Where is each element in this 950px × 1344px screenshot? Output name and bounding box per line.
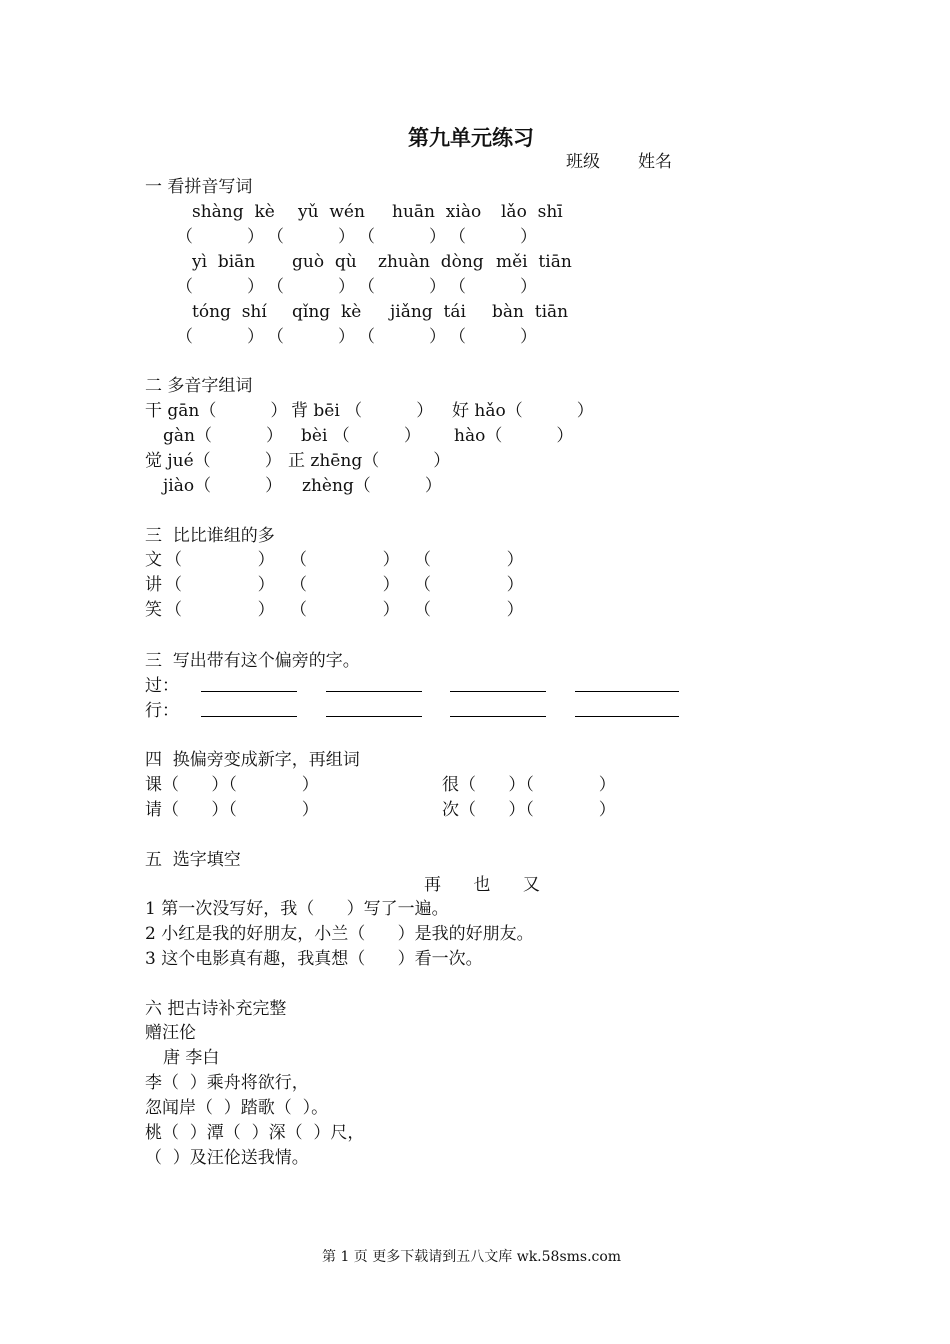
polyphone-item: gàn（ ） (163, 426, 284, 446)
answer-blank: （ ） (449, 327, 538, 347)
answer-blank: （ ） (290, 550, 400, 570)
page-footer: 第 1 页 更多下载请到五八文库 wk.58sms.com (322, 1249, 622, 1265)
polyphone-item: jiào（ ） (163, 476, 283, 496)
polyphone-item: 好 hǎo（ ） (452, 401, 594, 421)
answer-line (326, 677, 422, 692)
answer-line (326, 702, 422, 717)
radical-label: 行： (145, 701, 179, 721)
pinyin-1-3: huān xiào (392, 202, 482, 222)
section-6-heading: 五 选字填空 (145, 850, 241, 870)
answer-blank: （ ） (176, 277, 265, 297)
section-1-heading: 一 看拼音写词 (145, 177, 253, 197)
answer-blank: （ ） (165, 575, 275, 595)
poem-line: （ ）及汪伦送我情。 (145, 1148, 309, 1168)
answer-blank: （ ） (165, 550, 275, 570)
fill-item: 1 第一次没写好，我（ ）写了一遍。 (145, 899, 449, 919)
answer-line (575, 702, 679, 717)
radical-swap-item: 请（ ）（ ） (145, 800, 319, 820)
poem-author: 唐 李白 (163, 1048, 220, 1068)
section-2-heading: 二 多音字组词 (145, 376, 253, 396)
word-char: 文 (145, 550, 162, 570)
answer-blank: （ ） (176, 227, 265, 247)
radical-swap-item: 很（ ）（ ） (442, 775, 616, 795)
section-7-heading: 六 把古诗补充完整 (145, 999, 287, 1019)
pinyin-1-4: lǎo shī (501, 202, 563, 222)
radical-swap-item: 次（ ）（ ） (442, 800, 616, 820)
pinyin-3-2: qǐng kè (292, 302, 362, 322)
answer-line (450, 677, 546, 692)
polyphone-item: 背 bēi （ ） (291, 401, 434, 421)
page-title: 第九单元练习 (408, 125, 534, 150)
fill-item: 2 小红是我的好朋友，小兰（ ）是我的好朋友。 (145, 924, 534, 944)
poem-line: 李（ ）乘舟将欲行， (145, 1073, 309, 1093)
polyphone-item: 干 gān（ ） (145, 401, 288, 421)
fill-item: 3 这个电影真有趣，我真想（ ）看一次。 (145, 949, 483, 969)
answer-blank: （ ） (267, 277, 356, 297)
answer-blank: （ ） (290, 575, 400, 595)
radical-label: 过： (145, 676, 179, 696)
poem-line: 桃（ ）潭（ ）深（ ）尺， (145, 1123, 365, 1143)
answer-line (450, 702, 546, 717)
section-5-heading: 四 换偏旁变成新字，再组词 (145, 750, 360, 770)
answer-line (575, 677, 679, 692)
radical-swap-item: 课（ ）（ ） (145, 775, 319, 795)
pinyin-2-4: měi tiān (496, 252, 572, 272)
polyphone-item: 觉 jué（ ） (145, 451, 282, 471)
answer-blank: （ ） (358, 277, 447, 297)
pinyin-1-2: yǔ wén (298, 202, 365, 222)
class-label: 班级 (566, 152, 600, 172)
polyphone-item: hào（ ） (454, 426, 574, 446)
poem-title: 赠汪伦 (145, 1023, 196, 1043)
section-3-heading: 三 比比谁组的多 (145, 526, 275, 546)
polyphone-item: zhèng（ ） (302, 476, 442, 496)
answer-blank: （ ） (449, 227, 538, 247)
pinyin-1-1: shàng kè (192, 202, 275, 222)
answer-line (201, 677, 297, 692)
answer-blank: （ ） (414, 575, 524, 595)
word-choices: 再 也 又 (424, 875, 540, 895)
pinyin-3-4: bàn tiān (492, 302, 569, 322)
poem-line: 忽闻岸（ ）踏歌（ ）。 (145, 1098, 329, 1118)
answer-line (201, 702, 297, 717)
pinyin-3-1: tóng shí (192, 302, 267, 322)
name-label: 姓名 (638, 152, 672, 172)
pinyin-3-3: jiǎng tái (390, 302, 466, 322)
pinyin-2-2: guò qù (292, 252, 357, 272)
polyphone-item: 正 zhēng（ ） (288, 451, 451, 471)
word-char: 笑 (145, 600, 162, 620)
answer-blank: （ ） (165, 600, 275, 620)
section-4-heading: 三 写出带有这个偏旁的字。 (145, 651, 360, 671)
answer-blank: （ ） (414, 600, 524, 620)
answer-blank: （ ） (449, 277, 538, 297)
pinyin-2-3: zhuàn dòng (378, 252, 484, 272)
answer-blank: （ ） (414, 550, 524, 570)
word-char: 讲 (145, 575, 162, 595)
answer-blank: （ ） (358, 227, 447, 247)
polyphone-item: bèi （ ） (301, 426, 421, 446)
answer-blank: （ ） (290, 600, 400, 620)
answer-blank: （ ） (267, 327, 356, 347)
answer-blank: （ ） (176, 327, 265, 347)
answer-blank: （ ） (358, 327, 447, 347)
pinyin-2-1: yì biān (192, 252, 256, 272)
answer-blank: （ ） (267, 227, 356, 247)
